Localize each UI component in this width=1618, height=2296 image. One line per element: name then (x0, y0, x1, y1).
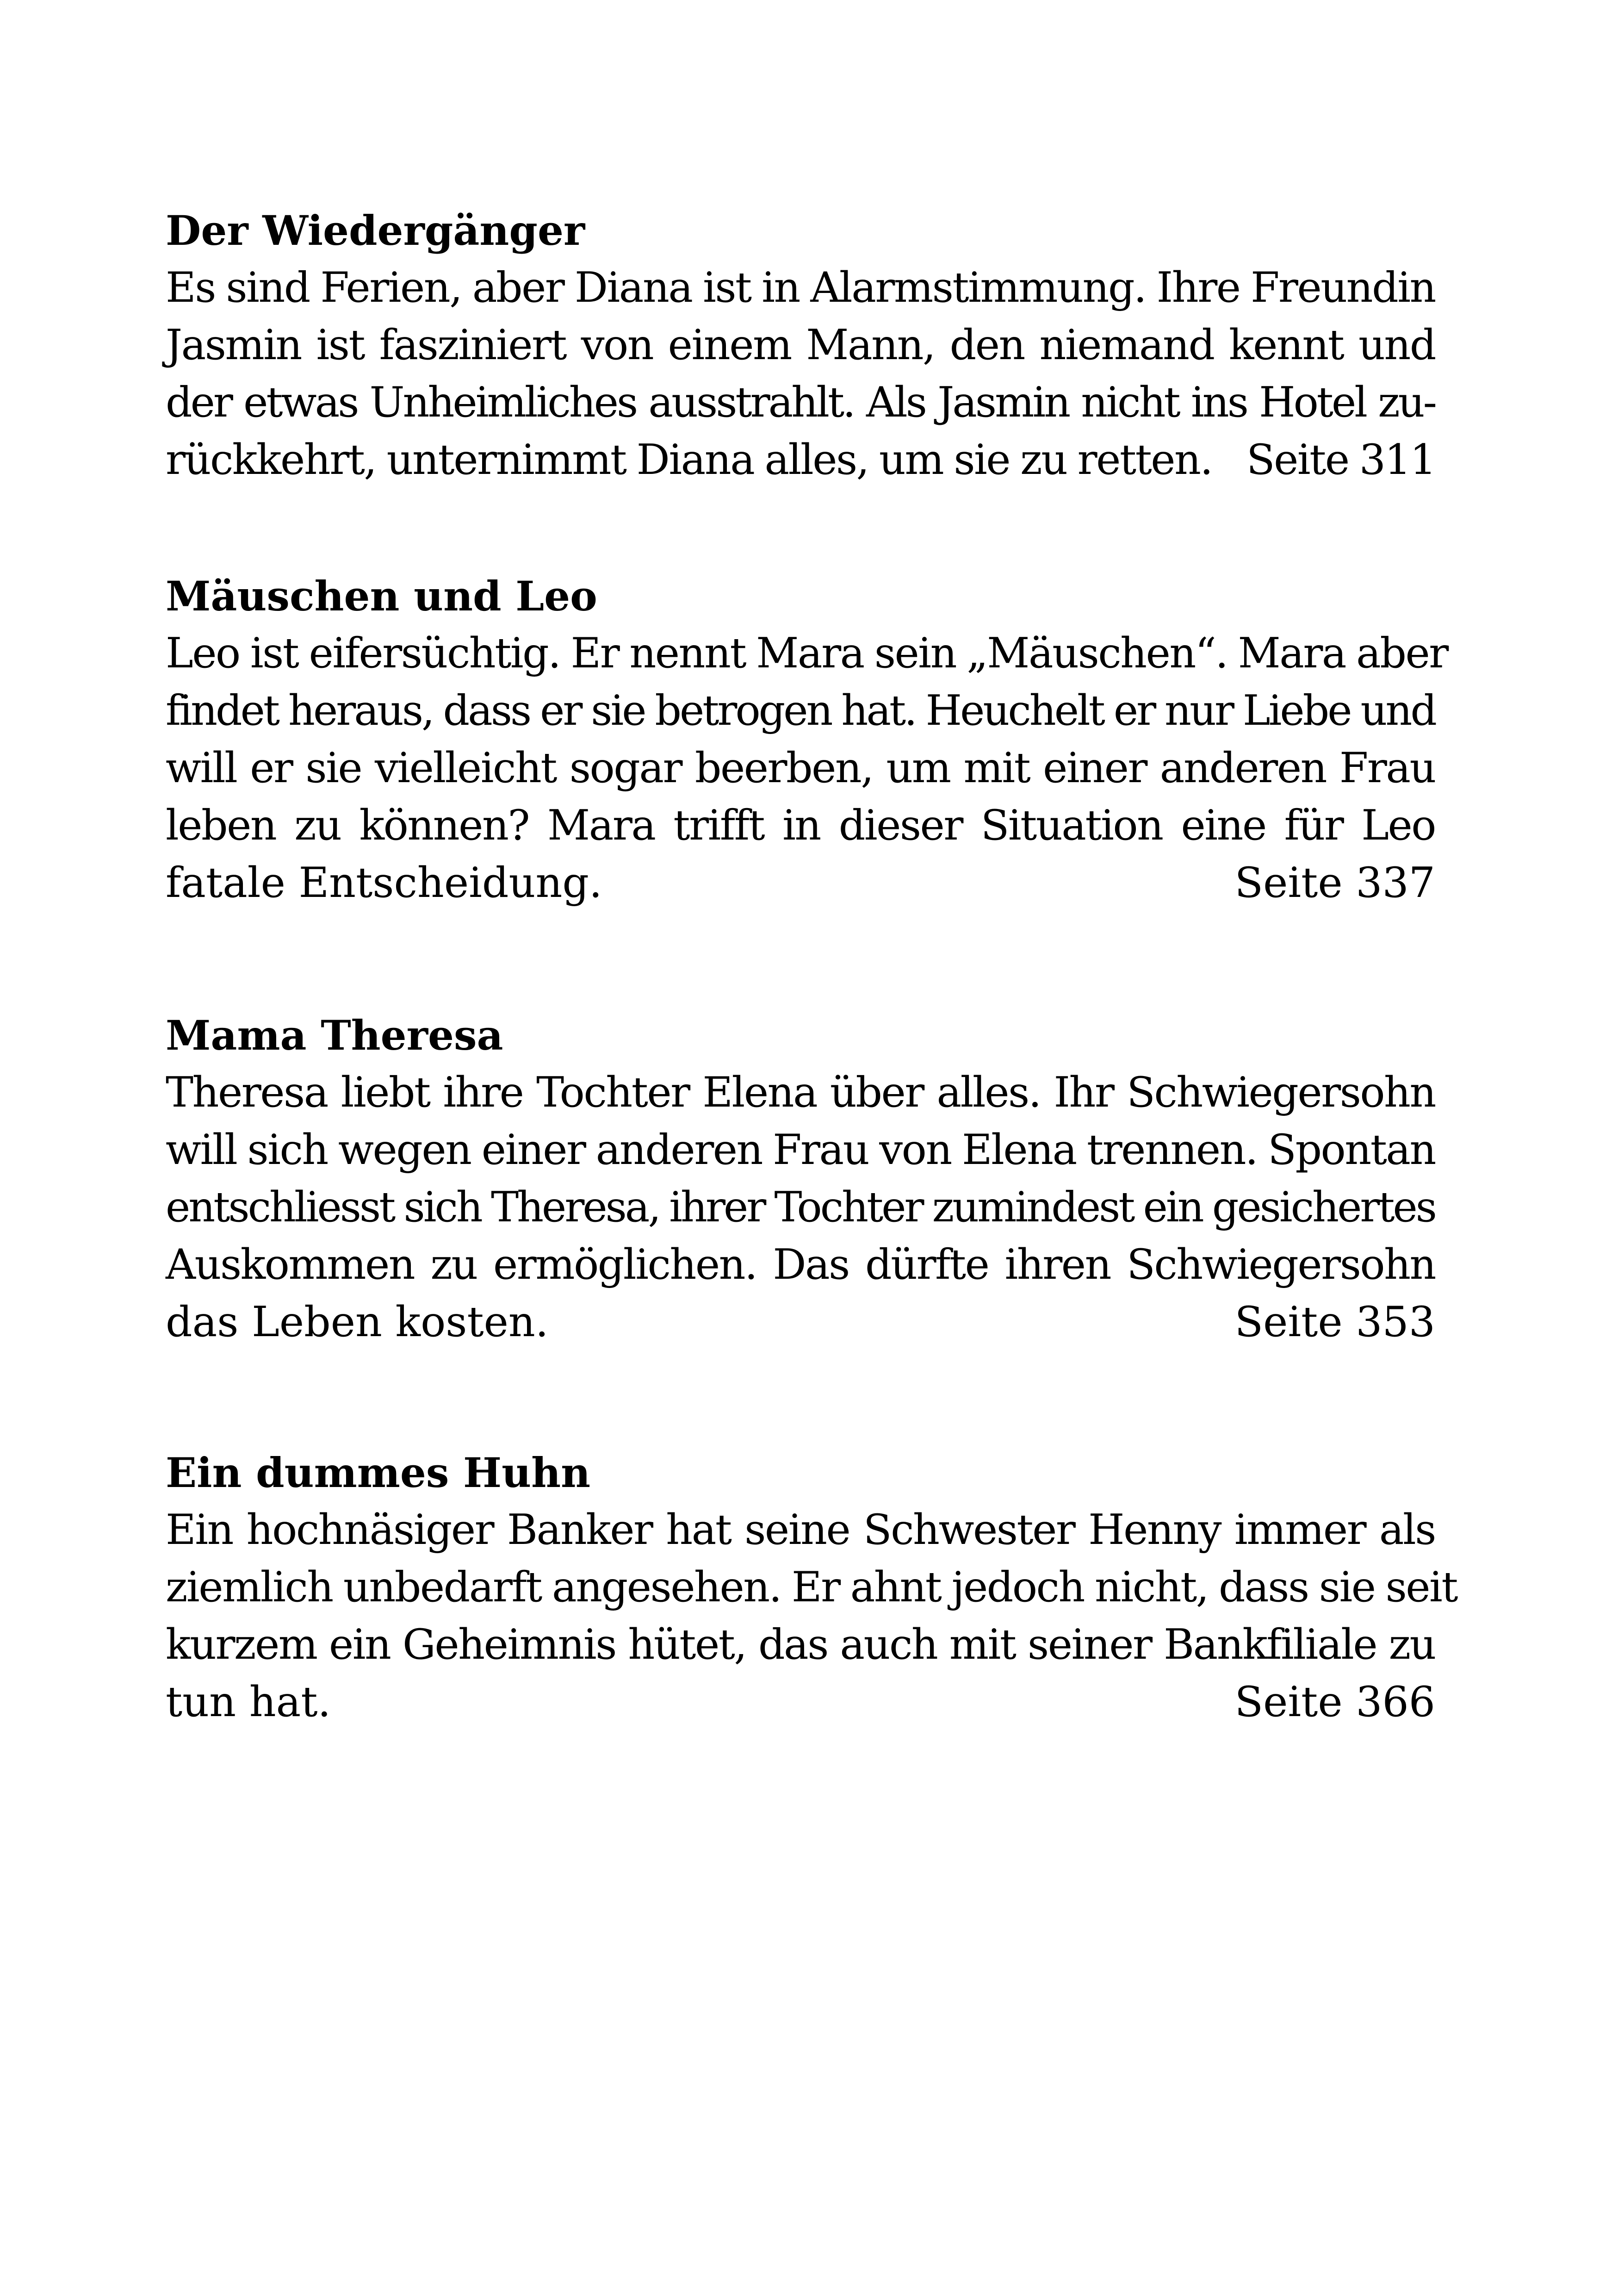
story-summary-line: der etwas Unheimliches ausstrahlt. Als Jasmin nicht ins Hotel zu- (166, 378, 1435, 427)
story-summary-line: kurzem ein Geheimnis hütet, das auch mit seiner Bankfiliale zu (166, 1620, 1435, 1669)
story-title: Mäuschen und Leo (166, 572, 597, 620)
page-reference: Seite 353 (1234, 1298, 1435, 1346)
story-summary-line: Jasmin ist fasziniert von einem Mann, den niemand kennt und (166, 321, 1435, 369)
story-summary-text: tun hat. (166, 1678, 331, 1726)
story-summary-text: fatale Entscheidung. (166, 859, 602, 907)
story-summary-line: will er sie vielleicht sogar beerben, um mit einer anderen Frau (166, 744, 1435, 792)
story-title: Ein dummes Huhn (166, 1449, 591, 1497)
page-reference: Seite 366 (1234, 1678, 1435, 1726)
story-summary-line: Es sind Ferien, aber Diana ist in Alarmstimmung. Ihre Freundin (166, 263, 1435, 312)
story-summary-last-line (166, 1674, 1435, 1731)
story-summary-line: findet heraus, dass er sie betrogen hat. Heuchelt er nur Liebe und (166, 686, 1435, 735)
story-summary-line: Theresa liebt ihre Tochter Elena über alles. Ihr Schwiegersohn (166, 1068, 1435, 1117)
page-reference: Seite 337 (1234, 859, 1435, 907)
story-summary-line: Auskommen zu ermöglichen. Das dürfte ihren Schwiegersohn (166, 1240, 1435, 1289)
story-entry (166, 1007, 1435, 1351)
page-reference: Seite 311 (1246, 436, 1435, 484)
story-summary-line: ziemlich unbedarft angesehen. Er ahnt jedoch nicht, dass sie seit (166, 1563, 1457, 1612)
story-summary-last-line (166, 431, 1435, 489)
story-entry (166, 202, 1435, 489)
story-title: Der Wiedergänger (166, 206, 585, 255)
story-summary-line: Leo ist eifersüchtig. Er nennt Mara sein „Mäuschen“. Mara aber (166, 629, 1448, 678)
story-summary-text: rückkehrt, unternimmt Diana alles, um sie zu retten. (166, 436, 1212, 484)
story-summary-last-line (166, 1294, 1435, 1351)
story-entry (166, 567, 1448, 912)
story-title: Mama Theresa (166, 1011, 503, 1059)
story-summary-text: das Leben kosten. (166, 1298, 549, 1346)
story-entry (166, 1444, 1457, 1731)
story-summary-last-line (166, 854, 1435, 912)
story-summary-line: will sich wegen einer anderen Frau von Elena trennen. Spontan (166, 1126, 1435, 1174)
story-summary-line: leben zu können? Mara trifft in dieser Situation eine für Leo (166, 801, 1435, 850)
story-summary-line: entschliesst sich Theresa, ihrer Tochter zumindest ein gesichertes (166, 1183, 1435, 1232)
story-summary-line: Ein hochnäsiger Banker hat seine Schwester Henny immer als (166, 1506, 1435, 1554)
